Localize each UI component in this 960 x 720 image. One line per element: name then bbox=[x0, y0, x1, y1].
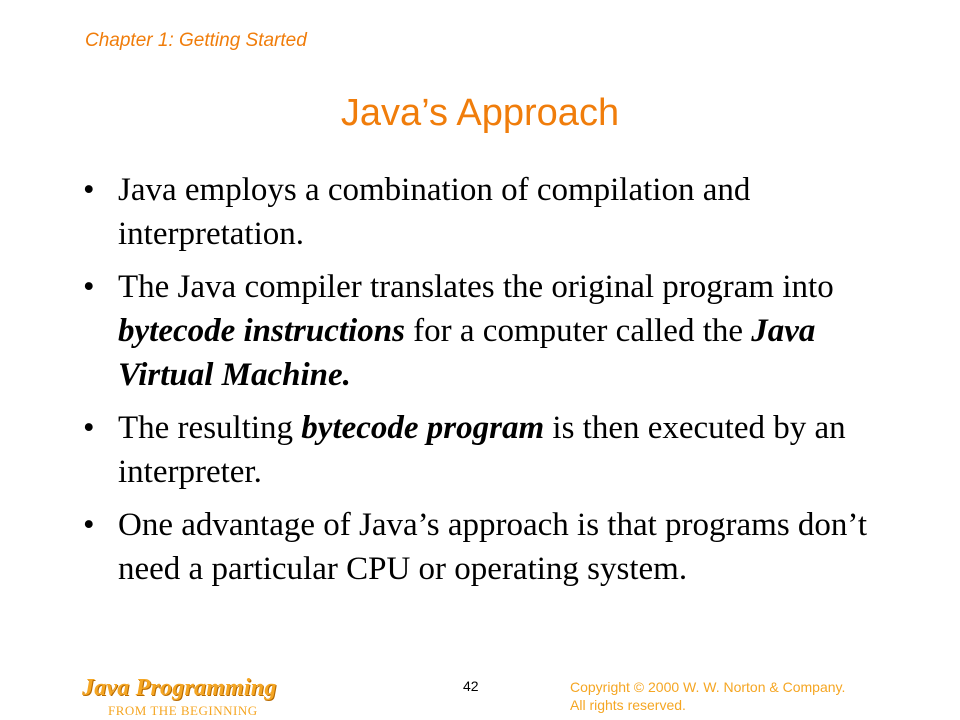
bullet-text: One advantage of Java’s approach is that programs don’t need a particular CPU or operating system. bbox=[118, 507, 867, 587]
copyright-notice bbox=[570, 678, 900, 714]
chapter-label: Chapter 1: Getting Started bbox=[85, 30, 307, 51]
bullet-list bbox=[83, 168, 883, 600]
bullet-item bbox=[83, 168, 883, 256]
emphasis-text: bytecode instructions bbox=[118, 313, 405, 349]
slide-title: Java’s Approach bbox=[340, 92, 620, 134]
bullet-marker: • bbox=[83, 507, 95, 543]
bullet-marker: • bbox=[83, 172, 95, 208]
page-number: 42 bbox=[463, 678, 479, 694]
brand-title: Java Programming bbox=[82, 675, 277, 701]
bullet-item bbox=[83, 406, 883, 494]
bullet-text: Java employs a combination of compilation and interpretation. bbox=[118, 172, 751, 252]
copyright-line: Copyright © 2000 W. W. Norton & Company. bbox=[570, 679, 846, 695]
bullet-item bbox=[83, 503, 883, 591]
bullet-marker: • bbox=[83, 410, 95, 446]
brand-subtitle: FROM THE BEGINNING bbox=[108, 703, 258, 718]
bullet-text: The Java compiler translates the original program into bytecode instructions for a computer called the Java Virtual Machine. bbox=[118, 269, 834, 393]
emphasis-text: Java Virtual Machine. bbox=[118, 313, 816, 393]
bullet-text: The resulting bytecode program is then executed by an interpreter. bbox=[118, 410, 846, 490]
bullet-item bbox=[83, 265, 883, 397]
bullet-marker: • bbox=[83, 269, 95, 305]
emphasis-text: bytecode program bbox=[301, 410, 545, 446]
brand-logo bbox=[82, 675, 277, 719]
copyright-line: All rights reserved. bbox=[570, 697, 686, 713]
